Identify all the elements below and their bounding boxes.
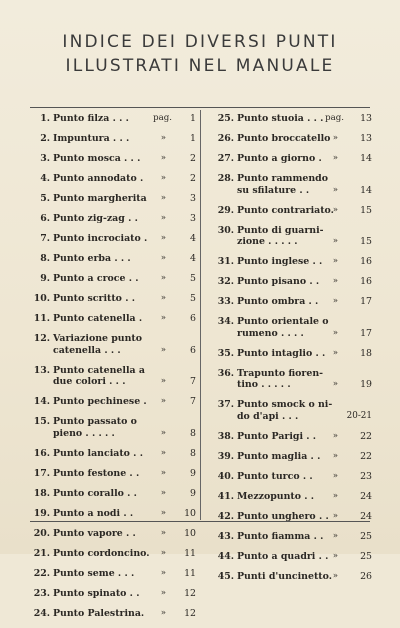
entry-page-number: 10	[184, 527, 196, 539]
entry-page-number: 16	[360, 276, 372, 287]
entry-number: 12.	[33, 333, 50, 344]
entry-number: 36.	[217, 367, 234, 379]
index-entry	[28, 448, 196, 468]
entry-page-number: 19	[360, 379, 372, 390]
entry-number: 22.	[33, 567, 50, 579]
entry-page-number: 23	[360, 470, 372, 482]
ditto-mark: »	[160, 293, 166, 303]
ditto-mark: »	[160, 567, 166, 578]
entry-page-number: 13	[360, 113, 372, 124]
entry-page-number: 14	[360, 184, 372, 196]
entry-label: Impuntura . . .	[53, 133, 130, 144]
entry-number: 25.	[217, 113, 234, 124]
entry-label: su sfilature . .	[237, 184, 310, 196]
entry-label: Punto orientale o	[237, 316, 329, 327]
entry-page-number: 24	[360, 510, 372, 522]
entry-page-number: 16	[360, 256, 372, 267]
entry-page-number: 25	[360, 550, 372, 562]
entry-label: Punto seme . . .	[53, 567, 135, 579]
index-entry	[28, 548, 196, 568]
ditto-mark: »	[160, 547, 166, 558]
index-entry	[28, 153, 196, 173]
entry-number: 35.	[217, 347, 234, 359]
index-entry	[208, 491, 372, 511]
entry-page-number: 14	[360, 153, 372, 164]
entry-number: 8.	[40, 253, 50, 264]
entry-page-number: 3	[190, 193, 196, 204]
entry-page-number: 5	[190, 293, 196, 304]
entry-label: catenella . . .	[53, 344, 121, 356]
entry-page-number: 12	[184, 607, 196, 619]
index-entry	[208, 348, 372, 368]
entry-number: 18.	[33, 487, 50, 499]
entry-label: zione . . . . .	[237, 236, 298, 247]
ditto-mark: »	[332, 327, 338, 338]
entry-label: pieno . . . . .	[53, 427, 115, 439]
entry-label: Punto passato o	[53, 416, 137, 427]
ditto-mark: »	[160, 133, 166, 143]
entry-page-number: 11	[184, 567, 196, 579]
ditto-mark: »	[160, 233, 166, 243]
entry-number: 43.	[217, 530, 234, 542]
index-entry	[208, 571, 372, 591]
entry-page-number: 1	[190, 133, 196, 144]
entry-label: Punto a nodi . .	[53, 507, 134, 519]
ditto-mark: »	[332, 570, 338, 581]
entry-number: 21.	[33, 547, 50, 559]
entry-page-number: 8	[190, 427, 196, 439]
entry-number: 37.	[217, 399, 234, 410]
index-entry	[28, 193, 196, 213]
entry-label: Punto smock o ni-	[237, 399, 333, 410]
index-entry	[208, 225, 372, 257]
entry-label: Trapunto fioren-	[237, 367, 324, 379]
entry-label: Punto rammendo	[237, 173, 328, 184]
entry-label: Punto pechinese .	[53, 396, 147, 407]
entry-label: Punti d'uncinetto.	[237, 570, 332, 582]
index-entry	[208, 316, 372, 348]
entry-page-number: 7	[190, 396, 196, 407]
ditto-mark: »	[160, 607, 166, 618]
entry-label: Punto catenella .	[53, 313, 143, 324]
ditto-mark: »	[332, 133, 338, 143]
index-entry	[28, 173, 196, 193]
entry-label: Punto a quadri . .	[237, 550, 329, 562]
entry-number: 29.	[217, 204, 234, 216]
ditto-mark: »	[160, 376, 166, 386]
ditto-mark: »	[332, 236, 338, 246]
index-entry	[28, 468, 196, 488]
ditto-mark: »	[332, 204, 338, 215]
entry-number: 17.	[33, 467, 50, 479]
entry-number: 4.	[40, 173, 50, 184]
entry-label: Punto maglia . .	[237, 450, 321, 462]
index-entry	[28, 396, 196, 416]
index-entry	[208, 276, 372, 296]
index-title	[0, 30, 400, 78]
entry-page-number: 2	[190, 153, 196, 164]
entry-page-number: 15	[360, 236, 372, 247]
index-entry	[28, 416, 196, 448]
entry-page-number: 10	[184, 507, 196, 519]
entry-page-number: 6	[190, 344, 196, 356]
entry-label: Punto fiamma . .	[237, 530, 324, 542]
ditto-mark: »	[160, 313, 166, 323]
index-entry	[208, 531, 372, 551]
ditto-mark: »	[332, 530, 338, 541]
index-entry	[208, 431, 372, 451]
ditto-mark: »	[332, 490, 338, 501]
index-entry	[208, 471, 372, 491]
entry-number: 32.	[217, 276, 234, 287]
ditto-mark: »	[160, 253, 166, 263]
index-entry	[28, 233, 196, 253]
entry-number: 10.	[33, 293, 50, 304]
entry-number: 3.	[40, 153, 50, 164]
ditto-mark: »	[332, 470, 338, 481]
entry-page-number: 24	[360, 490, 372, 502]
entry-page-number: 13	[360, 133, 372, 144]
entry-label: Punto vapore . .	[53, 527, 136, 539]
ditto-mark: »	[160, 153, 166, 163]
entry-page-number: 22	[360, 450, 372, 462]
entry-page-number: 4	[190, 253, 196, 264]
ditto-mark: »	[160, 193, 166, 203]
entry-page-number: 7	[190, 376, 196, 387]
index-entry	[28, 588, 196, 608]
ditto-mark: »	[332, 550, 338, 561]
entry-label: Punto festone . .	[53, 467, 140, 479]
top-rule	[30, 107, 370, 108]
page-abbrev: pag.	[153, 113, 172, 123]
ditto-mark: »	[160, 527, 166, 538]
entry-number: 2.	[40, 133, 50, 144]
entry-label: Punto broccatello	[237, 133, 331, 144]
title-line-2: ILLUSTRATI NEL MANUALE	[65, 56, 335, 76]
ditto-mark: »	[332, 296, 338, 306]
index-entry	[28, 253, 196, 273]
entry-page-number: 18	[360, 347, 372, 359]
index-entry	[28, 608, 196, 628]
entry-label: Punto contrariato.	[237, 204, 334, 216]
entry-label: Punto stuoia . . .	[237, 113, 324, 124]
entry-page-number: 6	[190, 313, 196, 324]
ditto-mark: »	[160, 173, 166, 183]
ditto-mark: »	[332, 184, 338, 195]
entry-label: Punto lanciato . .	[53, 447, 143, 459]
entry-page-number: 11	[184, 547, 196, 559]
entry-label: Punto filza . . .	[53, 113, 129, 124]
index-entry	[208, 133, 372, 153]
ditto-mark: »	[332, 153, 338, 163]
entry-number: 41.	[217, 490, 234, 502]
entry-number: 5.	[40, 193, 50, 204]
page-abbrev: pag.	[325, 113, 344, 123]
ditto-mark: »	[332, 347, 338, 358]
entry-label: Punto cordoncino.	[53, 547, 150, 559]
entry-page-number: 20-21	[346, 410, 372, 421]
ditto-mark: »	[332, 379, 338, 389]
entry-page-number: 8	[190, 447, 196, 459]
ditto-mark: »	[160, 507, 166, 518]
entry-page-number: 26	[360, 570, 372, 582]
entry-number: 19.	[33, 507, 50, 519]
entry-number: 28.	[217, 173, 234, 184]
ditto-mark: »	[160, 467, 166, 478]
entry-number: 1.	[40, 113, 50, 124]
entry-page-number: 3	[190, 213, 196, 224]
entry-label: Punto margherita	[53, 193, 147, 204]
entry-label: Punto Palestrina.	[53, 607, 145, 619]
entry-label: Punto turco . .	[237, 470, 313, 482]
entry-number: 16.	[33, 447, 50, 459]
entry-label: Punto zig-zag . .	[53, 213, 138, 224]
index-entry	[28, 528, 196, 548]
entry-number: 34.	[217, 316, 234, 327]
entry-number: 6.	[40, 213, 50, 224]
entry-number: 23.	[33, 587, 50, 599]
entry-label: Punto mosca . . .	[53, 153, 141, 164]
entry-number: 38.	[217, 430, 234, 442]
index-entry	[208, 368, 372, 400]
ditto-mark: »	[160, 213, 166, 223]
entry-page-number: 15	[360, 204, 372, 216]
index-entry	[28, 365, 196, 397]
entry-page-number: 25	[360, 530, 372, 542]
entry-label: Punto scritto . .	[53, 293, 135, 304]
entry-number: 31.	[217, 256, 234, 267]
entry-label: Punto inglese . .	[237, 256, 323, 267]
entry-page-number: 17	[360, 296, 372, 307]
entry-number: 42.	[217, 510, 234, 522]
entry-label: Punto incrociato .	[53, 233, 148, 244]
entry-label: Punto a croce . .	[53, 273, 139, 284]
ditto-mark: »	[160, 487, 166, 498]
entry-label: tino . . . . .	[237, 379, 291, 390]
entry-number: 33.	[217, 296, 234, 307]
entry-number: 39.	[217, 450, 234, 462]
entry-number: 20.	[33, 527, 50, 539]
entry-label: Mezzopunto . .	[237, 490, 315, 502]
ditto-mark: »	[160, 344, 166, 355]
ditto-mark: »	[332, 510, 338, 521]
index-entry	[208, 256, 372, 276]
entry-label: Punto spinato . .	[53, 587, 140, 599]
column-separator	[200, 110, 201, 520]
entry-number: 27.	[217, 153, 234, 164]
index-entry	[28, 568, 196, 588]
entry-label: Punto ombra . .	[237, 296, 319, 307]
entry-label: Punto intaglio . .	[237, 347, 326, 359]
entry-label: Punto pisano . .	[237, 276, 320, 287]
entry-page-number: 4	[190, 233, 196, 244]
entry-number: 45.	[217, 570, 234, 582]
entry-label: Punto corallo . .	[53, 487, 137, 499]
entry-page-number: 9	[190, 487, 196, 499]
index-entry	[208, 153, 372, 173]
entry-label: Punto a giorno .	[237, 153, 322, 164]
entry-page-number: 17	[360, 327, 372, 339]
entry-page-number: 5	[190, 273, 196, 284]
entry-number: 40.	[217, 470, 234, 482]
index-entry	[28, 313, 196, 333]
entry-label: Punto catenella a	[53, 364, 145, 376]
index-entry	[208, 113, 372, 133]
entry-number: 30.	[217, 224, 234, 236]
index-entry	[28, 213, 196, 233]
entry-number: 26.	[217, 133, 234, 144]
entry-label: Punto di guarni-	[237, 224, 324, 236]
ditto-mark: »	[160, 427, 166, 438]
ditto-mark: »	[332, 276, 338, 286]
entry-label: Variazione punto	[53, 333, 143, 344]
entry-label: due colori . . .	[53, 376, 126, 387]
ditto-mark: »	[160, 587, 166, 598]
index-entry	[28, 293, 196, 313]
entry-number: 13.	[33, 364, 50, 376]
index-entry	[28, 333, 196, 365]
entry-page-number: 22	[360, 430, 372, 442]
entry-number: 11.	[33, 313, 50, 324]
entry-number: 14.	[33, 396, 50, 407]
index-entry	[28, 508, 196, 528]
entry-number: 24.	[33, 607, 50, 619]
entry-page-number: 2	[190, 173, 196, 184]
index-entry	[28, 133, 196, 153]
ditto-mark: »	[160, 396, 166, 406]
index-entry	[208, 399, 372, 431]
index-entry	[208, 296, 372, 316]
index-entry	[28, 113, 196, 133]
index-entry	[28, 273, 196, 293]
entry-label: do d'api . . .	[237, 410, 299, 422]
ditto-mark: »	[332, 430, 338, 441]
index-entry	[208, 173, 372, 205]
entry-page-number: 1	[190, 113, 196, 124]
entry-number: 9.	[40, 273, 50, 284]
entry-page-number: 12	[184, 587, 196, 599]
entry-number: 44.	[217, 550, 234, 562]
entry-label: Punto erba . . .	[53, 253, 131, 264]
index-entry	[208, 451, 372, 471]
entry-label: Punto annodato .	[53, 173, 144, 184]
entry-number: 15.	[33, 416, 50, 427]
entry-label: rumeno . . . .	[237, 327, 304, 339]
index-entry	[208, 205, 372, 225]
entry-page-number: 9	[190, 467, 196, 479]
index-entry	[208, 511, 372, 531]
entry-label: Punto unghero . .	[237, 510, 329, 522]
ditto-mark: »	[160, 447, 166, 458]
ditto-mark: »	[160, 273, 166, 283]
ditto-mark: »	[332, 256, 338, 266]
entry-label: Punto Parigi . .	[237, 430, 317, 442]
title-line-1: INDICE DEI DIVERSI PUNTI	[62, 32, 338, 52]
entry-number: 7.	[40, 233, 50, 244]
ditto-mark: »	[332, 450, 338, 461]
index-entry	[28, 488, 196, 508]
